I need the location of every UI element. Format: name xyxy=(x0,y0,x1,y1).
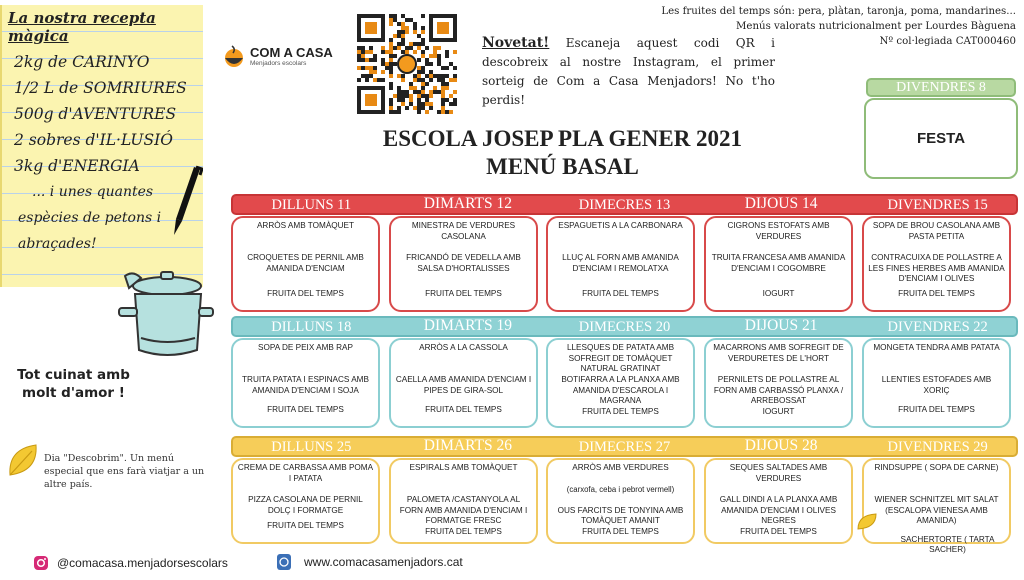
day-label: DIMARTS 12 xyxy=(423,195,512,212)
second-course: TRUITA FRANCESA AMB AMANIDA D'ENCIAM I COGOMBRE xyxy=(711,253,846,273)
friday-8-cell: FESTA xyxy=(864,98,1018,179)
dessert: FRUITA DEL TEMPS xyxy=(582,288,659,298)
first-course: ESPAGUETIS A LA CARBONARA xyxy=(558,221,683,230)
second-course: PERNILETS DE POLLASTRE AL FORN AMB CARBASSÓ PLANXA / ARREBOSSAT xyxy=(713,375,844,405)
cooking-pot-icon xyxy=(105,268,215,368)
dessert: FRUITA DEL TEMPS xyxy=(898,404,975,414)
day-label: DIVENDRES 15 xyxy=(887,197,988,213)
page-title xyxy=(340,125,785,181)
day-label: DIJOUS 14 xyxy=(744,195,818,212)
first-course: ARRÒS A LA CASSOLA xyxy=(419,343,508,352)
menu-cell xyxy=(862,458,1011,554)
day-label: DIVENDRES 29 xyxy=(887,439,988,455)
novetat-label: Novetat! xyxy=(482,35,550,51)
second-course: TRUITA PATATA I ESPINACS AMB AMANIDA D'ENCIAM I SOJA xyxy=(242,375,369,395)
dessert: FRUITA DEL TEMPS xyxy=(267,520,344,530)
website-text: www.comacasamenjadors.cat xyxy=(304,555,463,569)
qr-code[interactable] xyxy=(355,12,459,116)
dessert: FRUITA DEL TEMPS xyxy=(898,288,975,298)
dessert: SACHERTORTE ( TARTA SACHER) xyxy=(900,534,995,554)
menu-cell xyxy=(862,216,1011,312)
pen-icon xyxy=(162,165,203,245)
second-course: LLENTIES ESTOFADES AMB XORIÇ xyxy=(881,375,992,395)
second-course: OUS FARCITS DE TONYINA AMB TOMÀQUET AMANIT xyxy=(557,505,684,525)
first-course: LLESQUES DE PATATA AMB SOFREGIT DE TOMÀQUET NATURAL GRATINAT xyxy=(566,343,675,373)
first-course-note: (carxofa, ceba i pebrot vermell) xyxy=(566,485,675,494)
day-label: DIJOUS 21 xyxy=(744,317,818,334)
friday-8-header: DIVENDRES 8 xyxy=(866,78,1016,97)
menu-cell xyxy=(389,458,538,544)
recipe-line: 1/2 L de SOMRIURES xyxy=(14,79,187,97)
day-label: DIMECRES 27 xyxy=(578,439,671,455)
instagram-handle[interactable] xyxy=(33,555,228,571)
recipe-line: ... i unes quantes xyxy=(32,184,154,200)
logo-subtitle: Menjadors escolars xyxy=(250,60,307,67)
second-course: BOTIFARRA A LA PLANXA AMB AMANIDA D'ESCAROLA I MAGRANA xyxy=(561,375,680,405)
day-label: DILLUNS 11 xyxy=(271,197,352,213)
dessert: FRUITA DEL TEMPS xyxy=(582,406,659,416)
day-label: DIMARTS 26 xyxy=(423,437,512,454)
second-course: CAELLA AMB AMANIDA D'ENCIAM I PIPES DE GIRA-SOL xyxy=(395,375,532,395)
day-label: DIMARTS 19 xyxy=(423,317,512,334)
second-course: CONTRACUIXA DE POLLASTRE A LES FINES HERBES AMB AMANIDA D'ENCIAM I OLIVES xyxy=(868,253,1005,283)
first-course: ESPIRALS AMB TOMÀQUET xyxy=(409,463,518,472)
com-a-casa-logo xyxy=(222,44,333,68)
first-course: CIGRONS ESTOFATS AMB VERDURES xyxy=(727,221,830,241)
dessert: FRUITA DEL TEMPS xyxy=(267,288,344,298)
nutrition-info xyxy=(661,4,1016,49)
second-course: PIZZA CASOLANA DE PERNIL DOLÇ I FORMATGE xyxy=(248,495,363,515)
week-header xyxy=(231,316,1018,337)
dessert: FRUITA DEL TEMPS xyxy=(582,526,659,536)
second-course: CROQUETES DE PERNIL AMB AMANIDA D'ENCIAM xyxy=(247,253,364,273)
tagline: Tot cuinat amb molt d'amor ! xyxy=(17,367,130,401)
recipe-line: 500g d'AVENTURES xyxy=(14,105,177,123)
leaf-icon xyxy=(6,441,40,481)
web-icon xyxy=(276,553,292,571)
first-course: SOPA DE PEIX AMB RAP xyxy=(258,343,353,352)
dessert: IOGURT xyxy=(762,288,795,298)
recipe-line: espècies de petons i xyxy=(18,210,162,226)
menu-cell xyxy=(389,216,538,312)
day-label: DILLUNS 25 xyxy=(271,439,352,455)
discover-note: Dia "Descobrim". Un menú especial que ens farà viatjar a un altre país. xyxy=(44,453,205,490)
first-course: SOPA DE BROU CASOLANA AMB PASTA PETITA xyxy=(872,221,1001,241)
logo-name: COM A CASA xyxy=(250,45,333,60)
menu-cell xyxy=(231,338,380,428)
recipe-line: abraçades! xyxy=(18,236,97,252)
first-course: CREMA DE CARBASSA AMB POMA I PATATA xyxy=(237,463,374,483)
menu-cell xyxy=(704,338,853,428)
first-course: ARRÒS AMB TOMÀQUET xyxy=(256,221,355,230)
day-label: DIMECRES 13 xyxy=(578,197,671,213)
second-course: WIENER SCHNITZEL MIT SALAT (ESCALOPA VIENESA AMB AMANIDA) xyxy=(874,495,999,525)
dessert: FRUITA DEL TEMPS xyxy=(425,288,502,298)
first-course: RINDSUPPE ( SOPA DE CARNE) xyxy=(874,463,999,472)
recipe-line: 2 sobres d'IL·LUSIÓ xyxy=(14,131,173,149)
dessert: FRUITA DEL TEMPS xyxy=(740,526,817,536)
day-label: DIJOUS 28 xyxy=(744,437,818,454)
instagram-text: @comacasa.menjadorsescolars xyxy=(57,556,228,570)
week-header xyxy=(231,436,1018,457)
title-menu: MENÚ BASAL xyxy=(486,154,639,179)
second-course: GALL DINDI A LA PLANXA AMB AMANIDA D'ENCIAM I OLIVES NEGRES xyxy=(719,495,838,525)
menu-cell xyxy=(546,458,695,544)
leaf-icon xyxy=(856,512,878,532)
dessert: FRUITA DEL TEMPS xyxy=(425,526,502,536)
dessert: FRUITA DEL TEMPS xyxy=(267,404,344,414)
title-school: ESCOLA JOSEP PLA GENER 2021 xyxy=(382,126,743,151)
day-label: DILLUNS 18 xyxy=(271,319,352,335)
logo-bowl-icon xyxy=(222,44,246,68)
week-header xyxy=(231,194,1018,215)
website-link[interactable] xyxy=(276,553,463,571)
second-course: LLUÇ AL FORN AMB AMANIDA D'ENCIAM I REMOLATXA xyxy=(562,253,679,273)
menu-cell xyxy=(546,338,695,428)
nutritionist-info: Menús valorats nutricionalment per Lourdes Bàguena xyxy=(735,21,1016,32)
day-label: DIMECRES 20 xyxy=(578,319,671,335)
novetat-text: Escaneja aquest codi QR i descobreix al nostre Instagram, el primer sorteig de Com a Casa Menjadors! No t'ho perdis! xyxy=(482,36,775,107)
second-course: FRICANDÓ DE VEDELLA AMB SALSA D'HORTALISSES xyxy=(406,253,521,273)
menu-cell xyxy=(704,458,853,544)
first-course: MONGETA TENDRA AMB PATATA xyxy=(873,343,1000,352)
recipe-line: 3kg d'ENERGIA xyxy=(14,157,140,175)
recipe-line: 2kg de CARINYO xyxy=(14,53,150,71)
fruit-info: Les fruites del temps són: pera, plàtan, taronja, poma, mandarines... xyxy=(661,6,1016,17)
menu-cell xyxy=(546,216,695,312)
second-course: PALOMETA /CASTANYOLA AL FORN AMB AMANIDA D'ENCIAM I FORMATGE FRESC xyxy=(399,495,528,525)
day-label: DIVENDRES 22 xyxy=(887,319,988,335)
instagram-icon xyxy=(33,555,49,571)
dessert: FRUITA DEL TEMPS xyxy=(425,404,502,414)
registration-info: Nº col·legiada CAT000460 xyxy=(879,36,1016,47)
menu-cell xyxy=(389,338,538,428)
menu-cell xyxy=(231,458,380,544)
menu-cell xyxy=(862,338,1011,428)
recipe-title: La nostra recepta màgica xyxy=(8,9,156,45)
dessert: IOGURT xyxy=(762,406,795,416)
recipe-note xyxy=(0,5,203,287)
first-course: MINESTRA DE VERDURES CASOLANA xyxy=(411,221,516,241)
first-course: ARRÒS AMB VERDURES xyxy=(572,463,669,472)
first-course: SEQUES SALTADES AMB VERDURES xyxy=(729,463,828,483)
menu-cell xyxy=(231,216,380,312)
menu-cell xyxy=(704,216,853,312)
first-course: MACARRONS AMB SOFREGIT DE VERDURETES DE L'HORT xyxy=(713,343,844,363)
